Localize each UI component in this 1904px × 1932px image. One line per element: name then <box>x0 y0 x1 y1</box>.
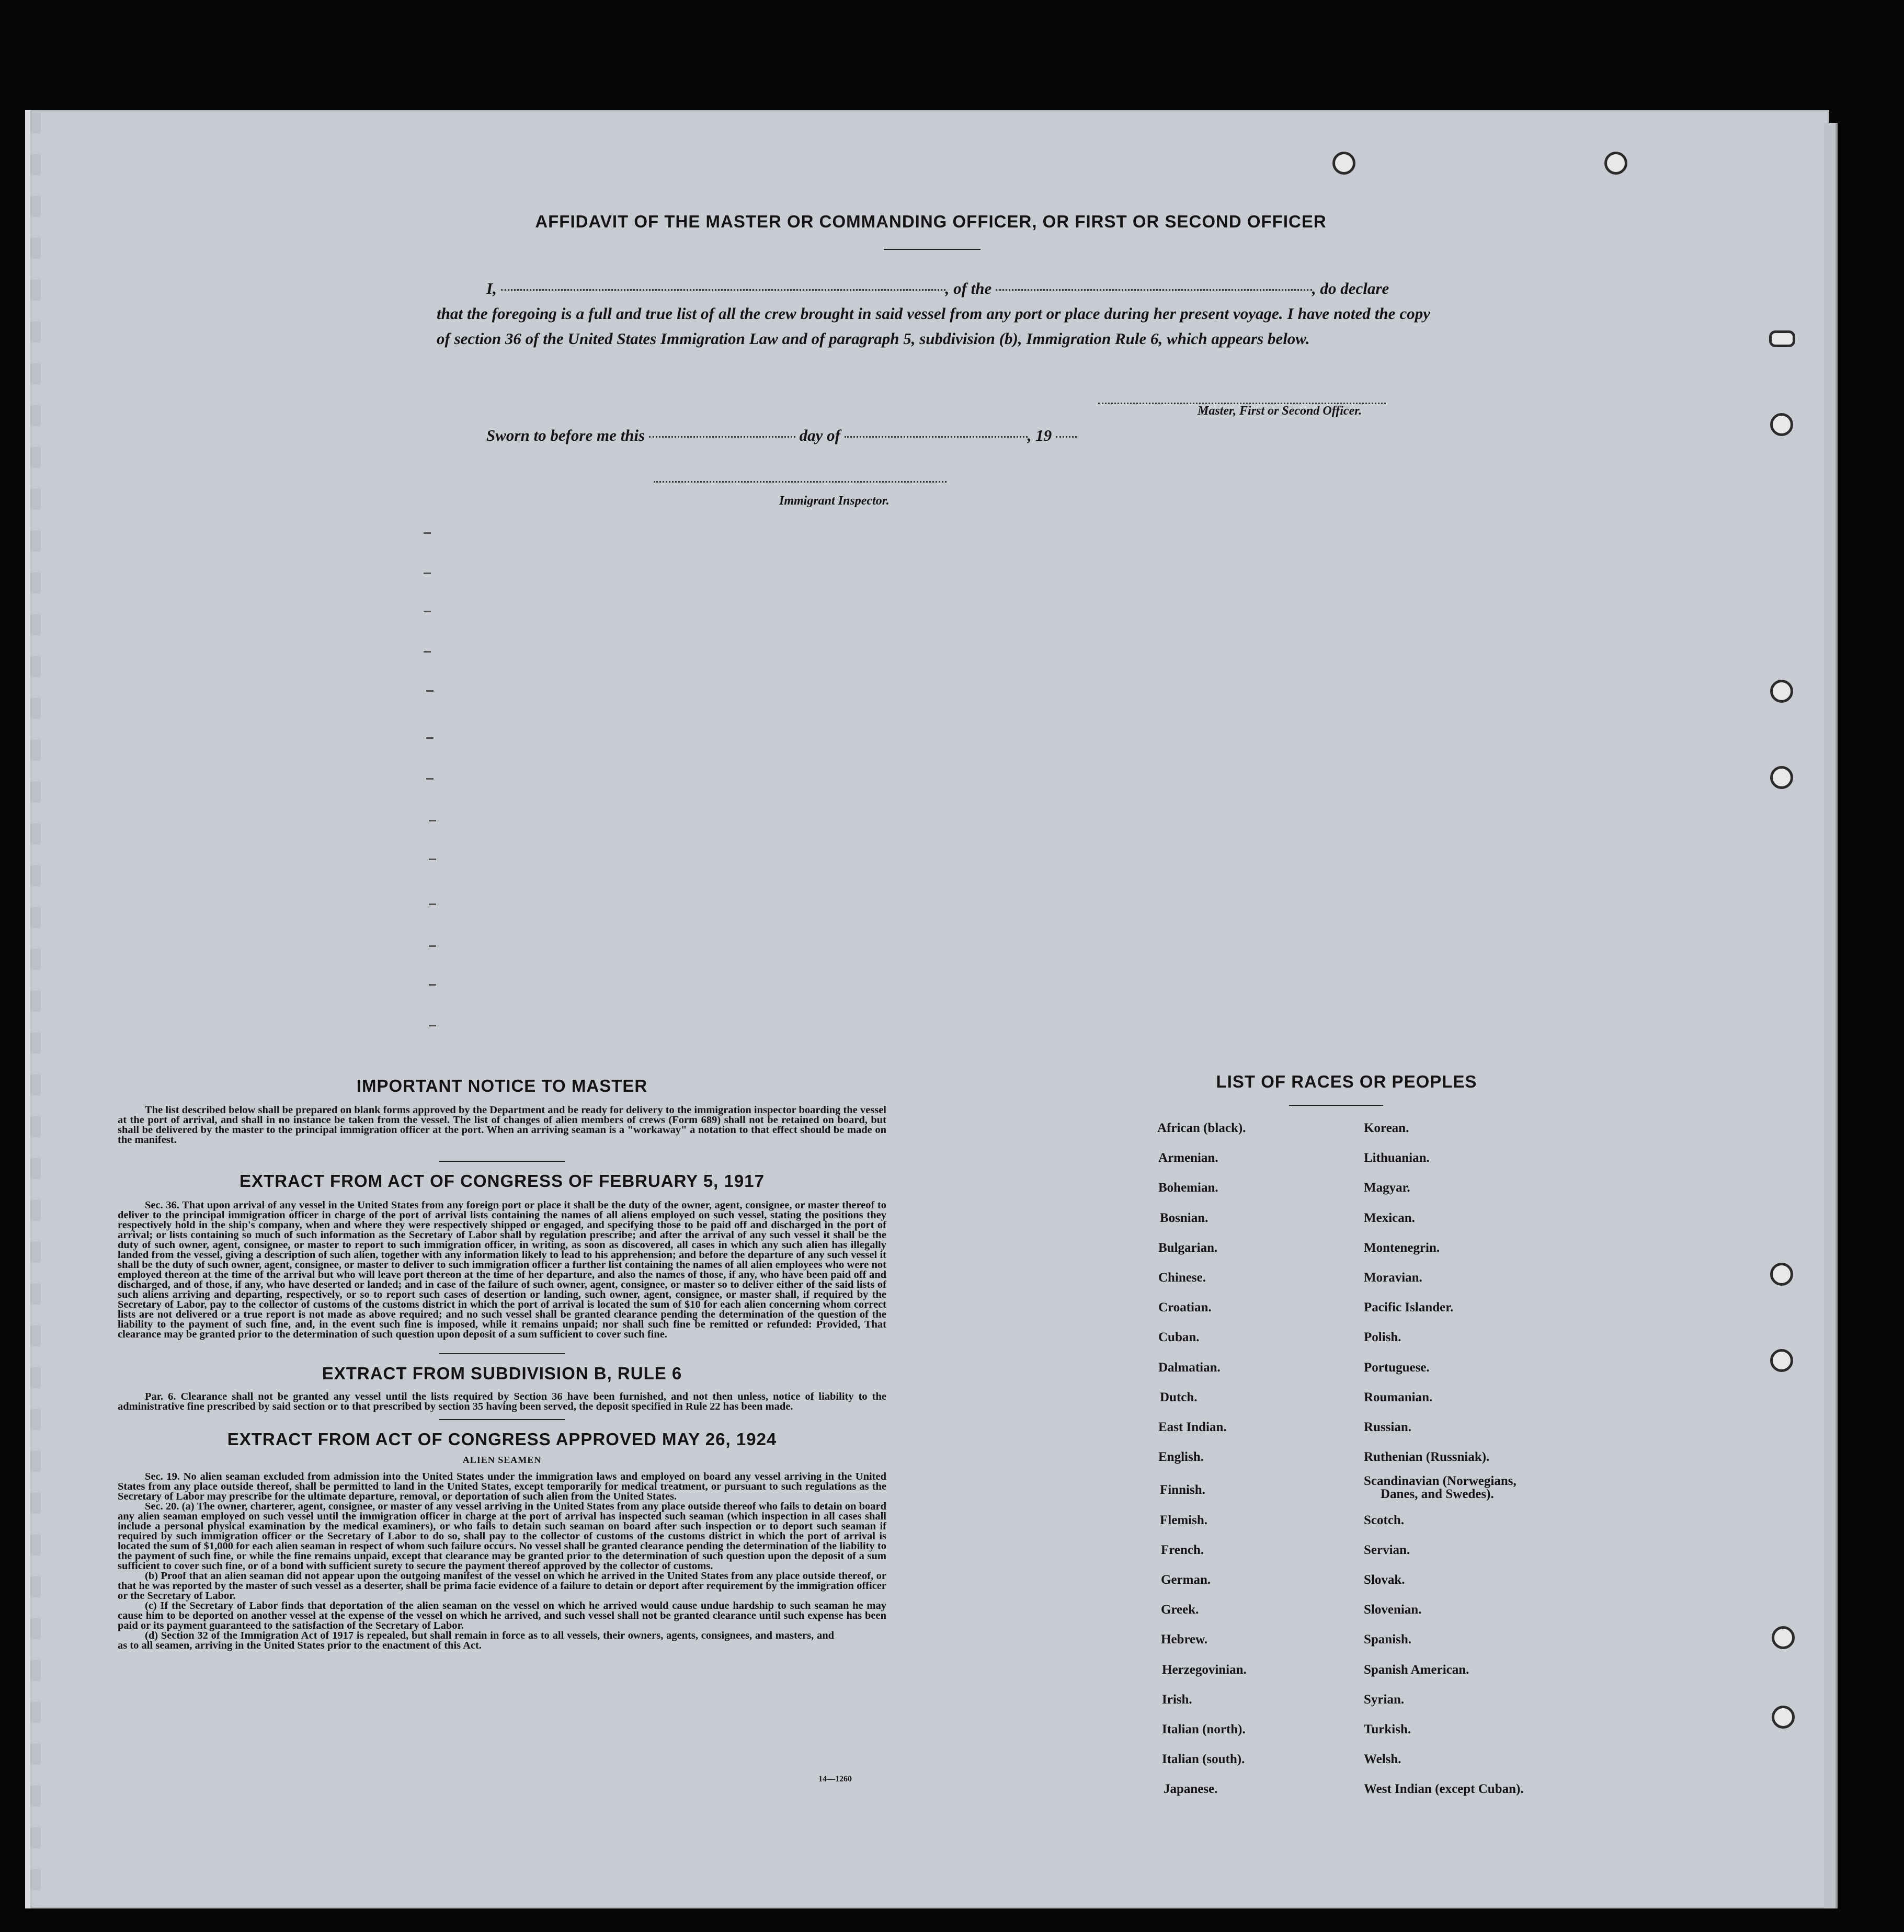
declare-label: , do declare <box>1312 279 1389 298</box>
punch-hole-icon <box>1604 152 1627 175</box>
race-item: Greek. <box>1161 1603 1199 1617</box>
race-item: Portuguese. <box>1364 1360 1430 1375</box>
race-item: German. <box>1161 1573 1211 1587</box>
sec-20d-text: (d) Section 32 of the Immigration Act of 1917 is repealed, but shall remain in force as to all vessels, their owners, agents, consignees, and masters, and as to all seamen, arriving in the United States prior to the enactment of this Act. <box>118 1630 834 1651</box>
race-item: Slovak. <box>1364 1573 1405 1587</box>
bleed-mark <box>429 984 436 986</box>
bleed-mark <box>424 611 431 612</box>
punch-hole-icon <box>1770 413 1793 436</box>
race-item: Cuban. <box>1158 1330 1200 1345</box>
extract-1917-title: EXTRACT FROM ACT OF CONGRESS OF FEBRUARY 5, 1917 <box>240 1171 765 1191</box>
bleed-mark <box>426 778 434 780</box>
vessel-blank[interactable] <box>996 289 1312 291</box>
race-item: Turkish. <box>1364 1722 1411 1736</box>
notice-section <box>118 1076 886 1651</box>
sworn-month-blank[interactable] <box>845 436 1028 438</box>
race-item: East Indian. <box>1158 1420 1227 1434</box>
bleed-mark <box>429 945 436 947</box>
bleed-mark <box>424 573 431 574</box>
declarant-label: I, <box>486 279 497 298</box>
race-item: Herzegovinian. <box>1162 1662 1247 1677</box>
affidavit-body <box>437 276 1430 351</box>
section-rule <box>439 1353 565 1354</box>
punch-hole-icon <box>1770 766 1793 789</box>
race-item: West Indian (except Cuban). <box>1364 1782 1524 1797</box>
race-item: Chinese. <box>1158 1271 1206 1285</box>
race-item: Flemish. <box>1160 1513 1207 1527</box>
race-item: Syrian. <box>1364 1692 1405 1707</box>
extract-1917-text: Sec. 36. That upon arrival of any vessel in the United States from any foreign port or place it shall be the duty of the owner, agent, consignee, or master thereof to deliver to the principal immigration officer in charge of the port of arrival lists containing the names of all aliens employed on such vessel, stating the positions they respectively hold in the ship's company, when and where they were respectively shipped or engaged, and specifying those to be paid off and discharged in the port of arrival; or lists containing so much of such information as the Secretary of Labor shall by regulation prescribe; and after the arrival of any such vessel it shall be the duty of such owner, agent, consignee, or master to report to such immigration officer, in writing, as soon as discovered, all cases in which any such alien has illegally landed from the vessel, giving a description of such alien, together with any information likely to lead to his apprehension; and before the departure of any such vessel it shall be the duty of such owner, agent, consignee, or master to deliver to such immigration officer a further list containing the names of all alien employees who were not employed thereon at the time of the arrival but who will leave port thereon at the time of her departure, and also the names of those, if any, who have been paid off and discharged, and of those, if any, who have deserted or landed; and in case of the failure of such owner, agent, consignee, or master so to deliver either of the said lists of such aliens arriving and departing, respectively, or so to report such cases of desertion or landing, such owner, agent, consignee, or master shall, if required by the Secretary of Labor, pay to the collector of customs of the customs district in which the port of arrival is located the sum of $10 for each alien concerning whom correct lists are not delivered or a true report is not made as above required; and no such vessel shall be granted clearance pending the determination of the question of the liability to the payment of such fine, and, in the event such fine is imposed, while it remains unpaid; nor shall such fine be remitted or refunded: Provided, That clearance may be granted prior to the determination of such question upon deposit of a sum sufficient to cover such fine. <box>118 1199 886 1340</box>
race-item: Spanish American. <box>1364 1662 1469 1677</box>
race-item: Bohemian. <box>1158 1181 1218 1195</box>
bleed-mark <box>429 1025 436 1026</box>
race-item: Finnish. <box>1160 1483 1205 1497</box>
inspector-caption: Immigrant Inspector. <box>779 494 890 508</box>
race-item: Ruthenian (Russniak). <box>1364 1450 1490 1465</box>
race-item: French. <box>1161 1542 1204 1557</box>
race-item: Bosnian. <box>1160 1210 1208 1225</box>
punch-hole-icon <box>1770 1349 1793 1372</box>
bleed-mark <box>424 651 431 653</box>
race-item: Lithuanian. <box>1364 1151 1430 1165</box>
section-rule <box>439 1419 565 1420</box>
race-item: Scotch. <box>1364 1513 1405 1527</box>
year-label: , 19 <box>1027 426 1052 444</box>
subdivision-text: Par. 6. Clearance shall not be granted any vessel until the lists required by Section 36 have been furnished, and not then unless, notice of liability to the administrative fine prescribed by said section or to that prescribed by section 35 having been served, the deposit specified in Rule 22 has been made. <box>118 1391 886 1412</box>
race-item: Pacific Islander. <box>1364 1300 1454 1315</box>
title-rule <box>884 249 980 250</box>
bleed-mark <box>429 820 436 821</box>
sworn-label: Sworn to before me this <box>486 426 645 444</box>
punch-hole-icon <box>1769 330 1795 347</box>
sec-20c-text: (c) If the Secretary of Labor finds that deportation of the alien seaman on the vessel on which he arrived would cause undue hardship to such seaman he may cause him to be deported on another vessel at the expense of the vessel on which he arrived, and such vessel shall not be granted clearance until such expense has been paid or its payment guaranteed to the satisfaction of the Secretary of Labor. <box>118 1600 886 1631</box>
race-item: Moravian. <box>1364 1271 1422 1285</box>
race-item: Dutch. <box>1160 1390 1198 1404</box>
bleed-mark <box>429 859 436 860</box>
bleed-mark <box>426 737 434 739</box>
subdivision-title: EXTRACT FROM SUBDIVISION B, RULE 6 <box>322 1364 682 1383</box>
punch-hole-icon <box>1772 1626 1795 1649</box>
race-item: Slovenian. <box>1364 1603 1422 1617</box>
race-item: Italian (north). <box>1162 1722 1246 1736</box>
punch-hole-icon <box>1332 152 1355 175</box>
day-of-label: day of <box>799 426 840 444</box>
race-item: Roumanian. <box>1364 1390 1433 1404</box>
punch-hole-icon <box>1770 680 1793 703</box>
race-item: Italian (south). <box>1162 1752 1245 1767</box>
race-item: Croatian. <box>1158 1300 1212 1315</box>
declaration-line <box>437 276 1430 301</box>
notice-title: IMPORTANT NOTICE TO MASTER <box>356 1076 648 1095</box>
signature-caption: Master, First or Second Officer. <box>1198 404 1362 418</box>
binding-edge <box>30 112 41 1906</box>
race-item: Servian. <box>1364 1542 1410 1557</box>
inspector-blank[interactable] <box>654 481 947 483</box>
form-number: 14—1260 <box>818 1775 852 1784</box>
bleed-mark <box>424 532 431 534</box>
race-item: Scandinavian (Norwegians, <box>1364 1474 1517 1488</box>
race-item: Russian. <box>1364 1420 1412 1434</box>
affidavit-title: AFFIDAVIT OF THE MASTER OR COMMANDING OFFICER, OR FIRST OR SECOND OFFICER <box>535 212 1327 231</box>
race-item: African (black). <box>1157 1121 1246 1135</box>
name-blank[interactable] <box>501 289 945 291</box>
race-item: Dalmatian. <box>1158 1360 1221 1375</box>
race-item: Spanish. <box>1364 1632 1412 1647</box>
punch-hole-icon <box>1770 1263 1793 1286</box>
sworn-line <box>486 426 1077 445</box>
race-item: Armenian. <box>1158 1151 1218 1165</box>
races-title: LIST OF RACES OR PEOPLES <box>1216 1072 1477 1091</box>
punch-hole-icon <box>1772 1706 1795 1729</box>
notice-text: The list described below shall be prepared on blank forms approved by the Department and be ready for delivery to the immigration inspector boarding the vessel at the port of arrival, and shall in no instance be taken from the vessel. The list of changes of alien members of crews (Form 689) shall not be retained on board, but shall be delivered by the master to the principal immigration officer at the port. When an arriving seaman is a "workaway" a notation to that effect should be made on the manifest. <box>118 1104 886 1146</box>
race-item: Hebrew. <box>1161 1632 1208 1647</box>
sworn-day-blank[interactable] <box>649 436 795 438</box>
sec-19-text: Sec. 19. No alien seaman excluded from admission into the United States under the immigration laws and employed on board any vessel arriving in the United States from any place outside thereof, shall be permitted to land in the United States, except temporarily for medical treatment, or pursuant to such regulations as the Secretary of Labor may prescribe for the ultimate departure, removal, or deportation of such alien from the United States. <box>118 1471 886 1502</box>
sec-20b-text: (b) Proof that an alien seaman did not appear upon the outgoing manifest of the vessel on which he arrived in the United States from any place outside thereof, or that he was reported by the master of such vessel as a deserter, shall be prima facie evidence of a failure to detain or deport after requirement by the immigration officer or the Secretary of Labor. <box>118 1570 886 1602</box>
bleed-mark <box>426 690 434 692</box>
race-item: Irish. <box>1162 1692 1192 1707</box>
race-item: Bulgarian. <box>1158 1240 1218 1255</box>
race-item: Mexican. <box>1364 1210 1415 1225</box>
race-item: Japanese. <box>1164 1782 1218 1797</box>
extract-1924-title: EXTRACT FROM ACT OF CONGRESS APPROVED MAY 26, 1924 <box>227 1430 777 1449</box>
race-item: Danes, and Swedes). <box>1381 1487 1494 1501</box>
race-item: Montenegrin. <box>1364 1240 1440 1255</box>
sec-20a-text: Sec. 20. (a) The owner, charterer, agent, consignee, or master of any vessel arriving in the United States from any place outside thereof who fails to detain on board any alien seaman employed on such vessel until the immigration officer in charge at the port of arrival has inspected such seaman (which inspection in all cases shall include a personal physical examination by the medical examiners), or who fails to detain such seaman on board after such inspection or to deport such seaman if required by such immigration officer or the Secretary of Labor to do so, shall pay to the collector of customs of the customs district in which the port of arrival is located the sum of $1,000 for each alien seaman in respect of whom such failure occurs. No vessel shall be granted clearance pending the determination of the liability to the payment of such fine, or while the fine remains unpaid, except that clearance may be granted prior to the determination of such question upon the deposit of a sum sufficient to cover such fine, or of a bond with sufficient surety to secure the payment thereof approved by the collector of customs. <box>118 1501 886 1572</box>
race-item: Welsh. <box>1364 1752 1401 1767</box>
race-item: Magyar. <box>1364 1181 1410 1195</box>
alien-seamen-heading: ALIEN SEAMEN <box>462 1455 542 1465</box>
race-item: English. <box>1158 1450 1204 1465</box>
section-rule <box>439 1161 565 1162</box>
affidavit-text: that the foregoing is a full and true list of all the crew brought in said vessel from any port or place during her present voyage. I have noted the copy of section 36 of the United States Immigration Law and of paragraph 5, subdivision (b), Immigration Rule 6, which appears below. <box>437 304 1430 348</box>
page-edge <box>1824 123 1838 1908</box>
races-title-rule <box>1289 1105 1383 1106</box>
race-item: Polish. <box>1364 1330 1401 1345</box>
bleed-mark <box>429 904 436 905</box>
vessel-label: , of the <box>945 279 992 298</box>
race-item: Korean. <box>1364 1121 1409 1135</box>
sworn-year-blank[interactable] <box>1056 436 1077 438</box>
